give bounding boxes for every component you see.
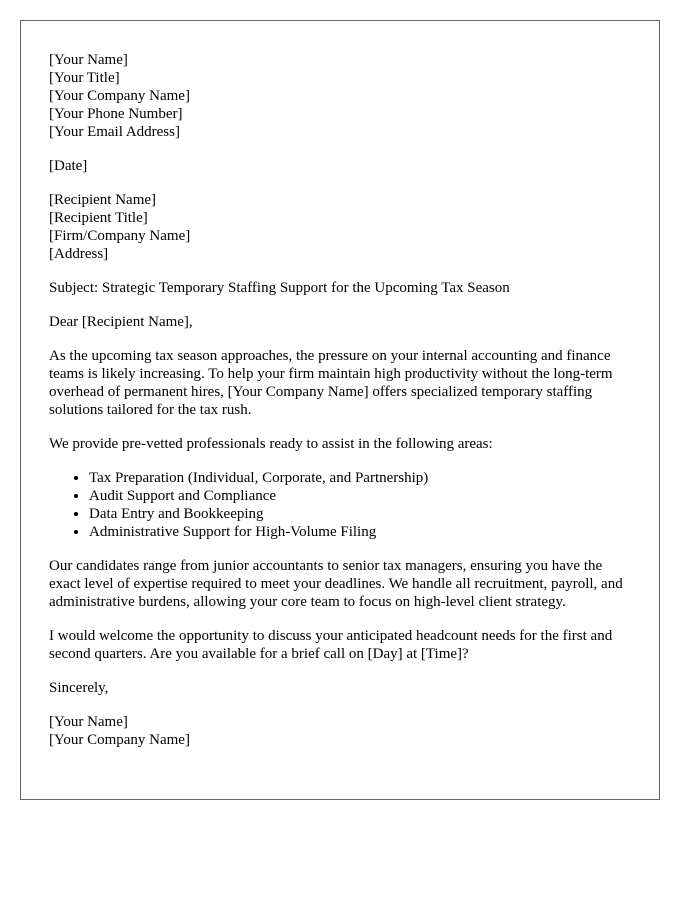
list-item: • Administrative Support for High-Volume Filing <box>89 523 631 541</box>
letter-date: [Date] <box>49 158 88 174</box>
list-item: • Audit Support and Compliance <box>89 487 631 505</box>
recipient-name: [Recipient Name] <box>49 192 157 208</box>
signature-block <box>49 713 631 749</box>
recipient-title: [Recipient Title] <box>49 210 148 226</box>
recipient-block <box>49 191 631 263</box>
letter-page <box>20 20 660 800</box>
sender-name: [Your Name] <box>49 52 128 68</box>
signature-company: [Your Company Name] <box>49 732 190 748</box>
salutation: Dear [Recipient Name], <box>49 314 193 330</box>
closing-request-paragraph: I would welcome the opportunity to discuss your anticipated headcount needs for the first and second quarters. Are you available for a brief call on [Day] at [Time]? <box>49 628 613 662</box>
list-item: • Tax Preparation (Individual, Corporate, and Partnership) <box>89 469 631 487</box>
sender-email: [Your Email Address] <box>49 124 180 140</box>
intro-paragraph: As the upcoming tax season approaches, the pressure on your internal accounting and finance teams is likely increasing. To help your firm maintain high productivity without the long-term overhead of permanent hires, [Your Company Name] offers specialized temporary staffing solutions tailored for the tax rush. <box>49 348 613 418</box>
sender-phone: [Your Phone Number] <box>49 106 183 122</box>
sender-title: [Your Title] <box>49 70 120 86</box>
sender-block <box>49 51 631 141</box>
recipient-company: [Firm/Company Name] <box>49 228 191 244</box>
recipient-address: [Address] <box>49 246 109 262</box>
subject-line: Subject: Strategic Temporary Staffing Support for the Upcoming Tax Season <box>49 280 510 296</box>
signoff: Sincerely, <box>49 680 109 696</box>
sender-company: [Your Company Name] <box>49 88 190 104</box>
signature-name: [Your Name] <box>49 714 128 730</box>
services-list <box>49 469 631 541</box>
services-intro-paragraph: We provide pre-vetted professionals ready to assist in the following areas: <box>49 436 493 452</box>
list-item: • Data Entry and Bookkeeping <box>89 505 631 523</box>
candidates-paragraph: Our candidates range from junior accountants to senior tax managers, ensuring you have the exact level of expertise required to meet your deadlines. We handle all recruitment, payroll, and administrative burdens, allowing your core team to focus on high-level client strategy. <box>49 558 623 610</box>
